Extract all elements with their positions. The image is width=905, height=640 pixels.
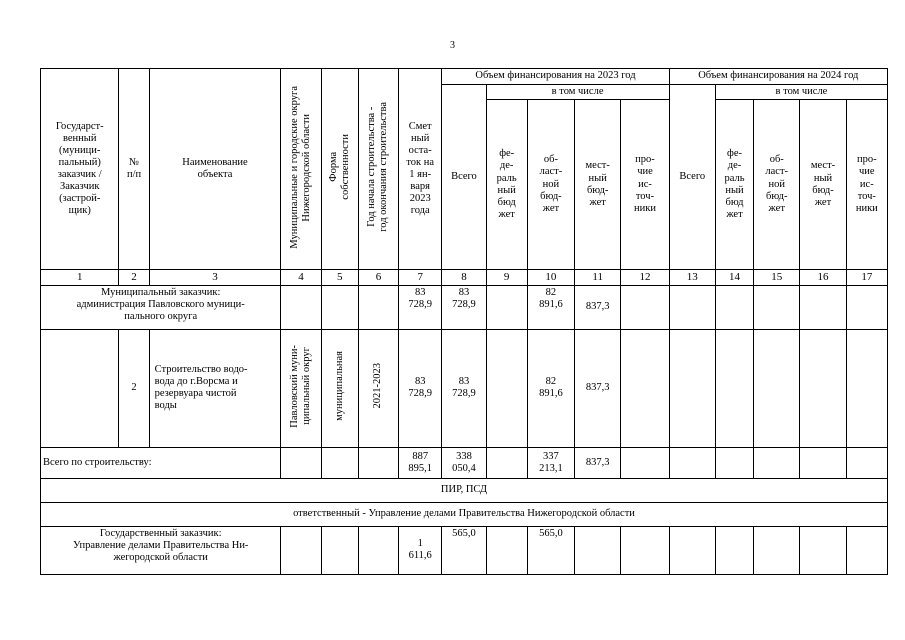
header-fin-2024: Объем финансирования на 2024 год (669, 69, 887, 85)
section-pir: ПИР, ПСД (41, 478, 888, 502)
object-ownership (321, 329, 358, 447)
customer-local-2023: 837,3 (575, 285, 621, 329)
table-row (41, 526, 888, 574)
object-regional-2023: 82 891,6 (527, 329, 574, 447)
col-number: 16 (800, 270, 846, 286)
header-customer: Государст- венный (муници- пальный) заказчик / Заказчик (застрой- щик) (41, 69, 119, 270)
header-object-name: Наименование объекта (149, 69, 281, 270)
header-num: № п/п (119, 69, 149, 270)
col-number: 14 (715, 270, 753, 286)
header-district (281, 69, 321, 270)
gov-total-2023: 565,0 (442, 526, 486, 574)
object-total-2023: 83 728,9 (442, 329, 486, 447)
header-2023-federal: фе- де- раль ный бюд жет (486, 100, 527, 270)
header-years (358, 69, 398, 270)
gov-regional-2023: 565,0 (527, 526, 574, 574)
col-number: 11 (575, 270, 621, 286)
col-number: 4 (281, 270, 321, 286)
header-2024-incl: в том числе (715, 85, 887, 100)
object-balance: 83 728,9 (399, 329, 442, 447)
header-2024-regional: об- ласт- ной бюд- жет (754, 100, 800, 270)
total-local-2023: 837,3 (575, 447, 621, 478)
col-number: 17 (846, 270, 887, 286)
total-label: Всего по строительству: (41, 447, 281, 478)
col-number: 8 (442, 270, 486, 286)
col-number: 15 (754, 270, 800, 286)
table-row (41, 285, 888, 329)
gov-balance: 1 611,6 (399, 526, 442, 574)
object-local-2023: 837,3 (575, 329, 621, 447)
object-name: Строительство водо- вода до г.Ворсма и резервуара чистой воды (149, 329, 281, 447)
header-2023-incl: в том числе (486, 85, 669, 100)
col-number: 2 (119, 270, 149, 286)
col-number: 6 (358, 270, 398, 286)
customer-label: Муниципальный заказчик: администрация Павловского муници- пального округа (41, 285, 281, 329)
header-2023-local: мест- ный бюд- жет (575, 100, 621, 270)
object-years (358, 329, 398, 447)
col-number: 10 (527, 270, 574, 286)
total-total-2023: 338 050,4 (442, 447, 486, 478)
object-district-text: Павловский муни- ципальный округ (288, 344, 312, 428)
col-number: 5 (321, 270, 358, 286)
section-responsible: ответственный - Управление делами Правительства Нижегородской области (41, 502, 888, 526)
header-2023-total: Всего (442, 85, 486, 270)
header-balance: Смет ный оста- ток на 1 ян- варя 2023 года (399, 69, 442, 270)
total-balance: 887 895,1 (399, 447, 442, 478)
object-years-text: 2021-2023 (372, 363, 384, 409)
object-district (281, 329, 321, 447)
col-number: 9 (486, 270, 527, 286)
page-number: 3 (450, 40, 455, 51)
header-ownership-text: Форма собственности (327, 134, 351, 200)
customer-balance: 83 728,9 (399, 285, 442, 329)
col-number: 1 (41, 270, 119, 286)
header-district-text: Муниципальные и городские округа Нижегородской области (288, 85, 312, 249)
object-num: 2 (119, 329, 149, 447)
col-number: 3 (149, 270, 281, 286)
header-2024-federal: фе- де- раль ный бюд жет (715, 100, 753, 270)
customer-total-2023: 83 728,9 (442, 285, 486, 329)
financing-table (40, 68, 888, 575)
header-years-text: Год начала строительства - год окончания строительства (366, 102, 390, 232)
header-fin-2023: Объем финансирования на 2023 год (442, 69, 669, 85)
object-ownership-text: муниципальная (333, 351, 345, 422)
column-numbers-row (41, 270, 888, 286)
col-number: 13 (669, 270, 715, 286)
table-row (41, 447, 888, 478)
col-number: 7 (399, 270, 442, 286)
header-2024-total: Всего (669, 85, 715, 270)
header-2024-local: мест- ный бюд- жет (800, 100, 846, 270)
header-2024-other: про- чие ис- точ- ники (846, 100, 887, 270)
header-2023-regional: об- ласт- ной бюд- жет (527, 100, 574, 270)
header-ownership (321, 69, 358, 270)
customer-regional-2023: 82 891,6 (527, 285, 574, 329)
gov-label: Государственный заказчик: Управление делами Правительства Ни- жегородской области (41, 526, 281, 574)
table-row (41, 329, 888, 447)
total-regional-2023: 337 213,1 (527, 447, 574, 478)
col-number: 12 (621, 270, 669, 286)
header-2023-other: про- чие ис- точ- ники (621, 100, 669, 270)
